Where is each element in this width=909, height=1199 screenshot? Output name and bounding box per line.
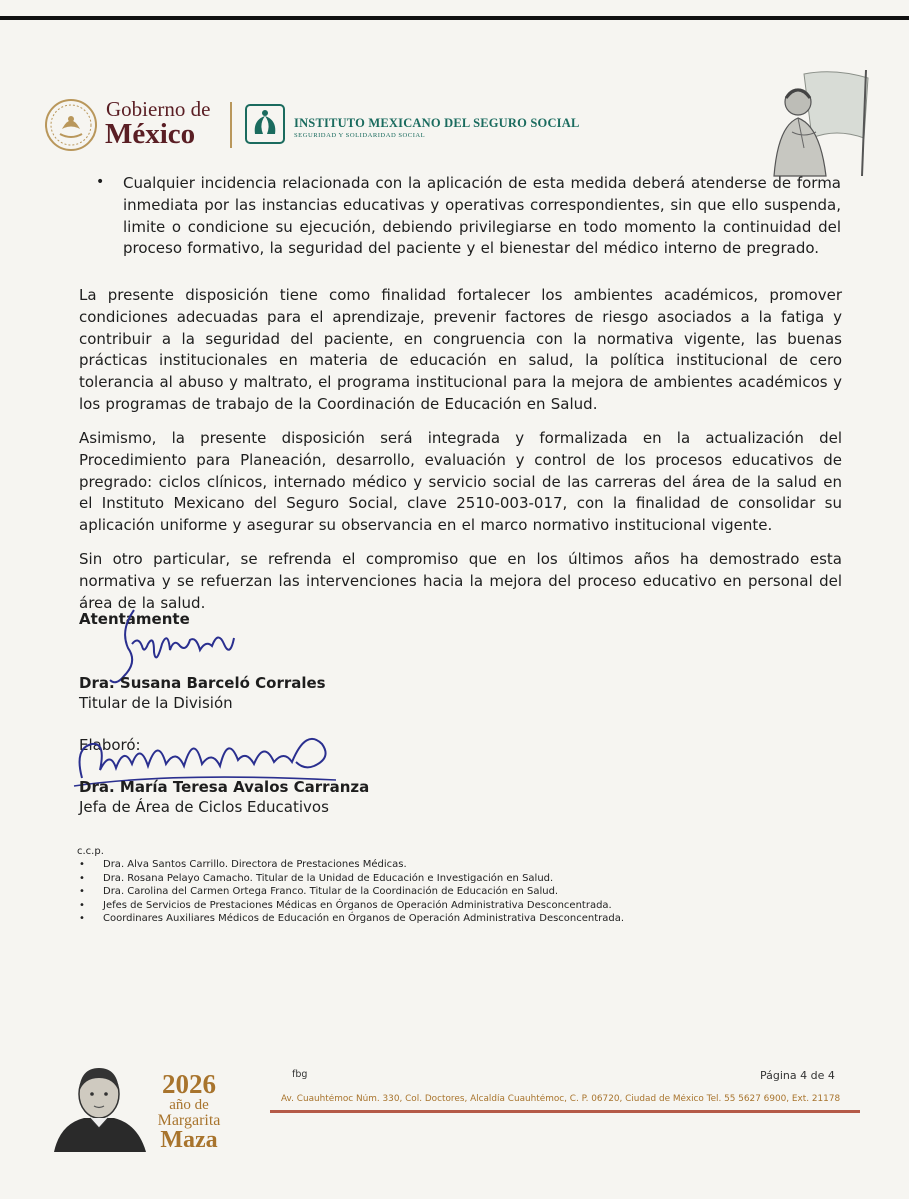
header-divider [230,102,232,148]
ccp-item: • Dra. Alva Santos Carrillo. Directora de Prestaciones Médicas. [77,858,697,871]
imss-title: INSTITUTO MEXICANO DEL SEGURO SOCIAL [294,116,580,130]
ccp-item: • Dra. Rosana Pelayo Camacho. Titular de la Unidad de Educación e Investigación en Salud. [77,872,697,885]
signer2-name: Dra. María Teresa Avalos Carranza [79,778,370,796]
paragraph-integration: Asimismo, la presente disposición será integrada y formalizada en la actualización del Procedimiento para Planeación, desarrollo, evaluación y control de los procesos educativos de pregrado: ciclos clínicos, internado médico y servicio social de las carreras del área de la salud en el Instituto Mexicano del Seguro Social, clave 2510-003-017, con la finalidad de consolidar su aplicación uniforme y asegurar su observancia en el marco normativo institucional vigente. [79,429,842,535]
year-line2: año de [169,1097,209,1113]
year-number: 2026 [162,1069,216,1099]
footer-rule [270,1110,860,1113]
gov-title-line2: México [105,118,196,150]
heroine-flag-illustration [764,68,872,178]
ccp-block [77,845,697,925]
year-line4: Maza [160,1127,218,1153]
signer1-name: Dra. Susana Barceló Corrales [79,674,326,692]
header [40,92,870,162]
top-border [0,16,909,20]
ccp-label: c.c.p. [77,846,104,857]
paragraph-purpose: La presente disposición tiene como finalidad fortalecer los ambientes académicos, promover condiciones adecuadas para el aprendizaje, prevenir factores de riesgo asociados a la fatiga y contribuir a la seguridad del paciente, en congruencia con la normativa vigente, las buenas prácticas institucionales en materia de educación en salud, la política institucional de cero tolerancia al abuso y maltrato, el programa institucional para la mejora de ambientes académicos y los programas de trabajo de la Coordinación de Educación en Salud. [79,286,842,413]
imss-subtitle: SEGURIDAD Y SOLIDARIDAD SOCIAL [294,132,426,139]
coat-of-arms-icon [44,98,98,152]
margarita-maza-portrait [50,1062,148,1152]
bullet-paragraph: Cualquier incidencia relacionada con la aplicación de esta medida deberá atenderse de forma inmediata por las instancias educativas y operativas correspondientes, sin que ello suspenda, limite o condicione su ejecución, debiendo privilegiarse en todo momento la continuidad del proceso formativo, la seguridad del paciente y el bienestar del médico interno de pregrado. [123,174,841,258]
ccp-item: • Dra. Carolina del Carmen Ortega Franco. Titular de la Coordinación de Educación en Salud. [77,885,697,898]
document-initials: fbg [292,1069,308,1080]
imss-logo-icon [245,104,285,144]
closing-salutation: Atentamente [79,610,190,628]
page-number: Página 4 de 4 [760,1069,835,1082]
paragraph-closing: Sin otro particular, se refrenda el compromiso que en los últimos años ha demostrado esta normativa y se refuerzan las intervenciones hacia la mejora del proceso educativo en personal del área de la salud. [79,550,842,612]
ccp-item: • Jefes de Servicios de Prestaciones Médicas en Órganos de Operación Administrativa Desconcentrada. [77,899,697,912]
bullet-marker: • [96,174,105,190]
gov-title-line1: Gobierno de [106,97,211,121]
year-line3: Margarita [157,1112,221,1129]
prepared-by-label: Elaboró: [79,736,141,754]
signer2-title: Jefa de Área de Ciclos Educativos [79,798,329,816]
signer1-title: Titular de la División [79,694,233,712]
ccp-item: • Coordinares Auxiliares Médicos de Educación en Órganos de Operación Administrativa Desconcentrada. [77,912,697,925]
footer-address: Av. Cuauhtémoc Núm. 330, Col. Doctores, Alcaldía Cuauhtémoc, C. P. 06720, Ciudad de México Tel. 55 5627 6900, Ext. 21178 [281,1094,841,1104]
